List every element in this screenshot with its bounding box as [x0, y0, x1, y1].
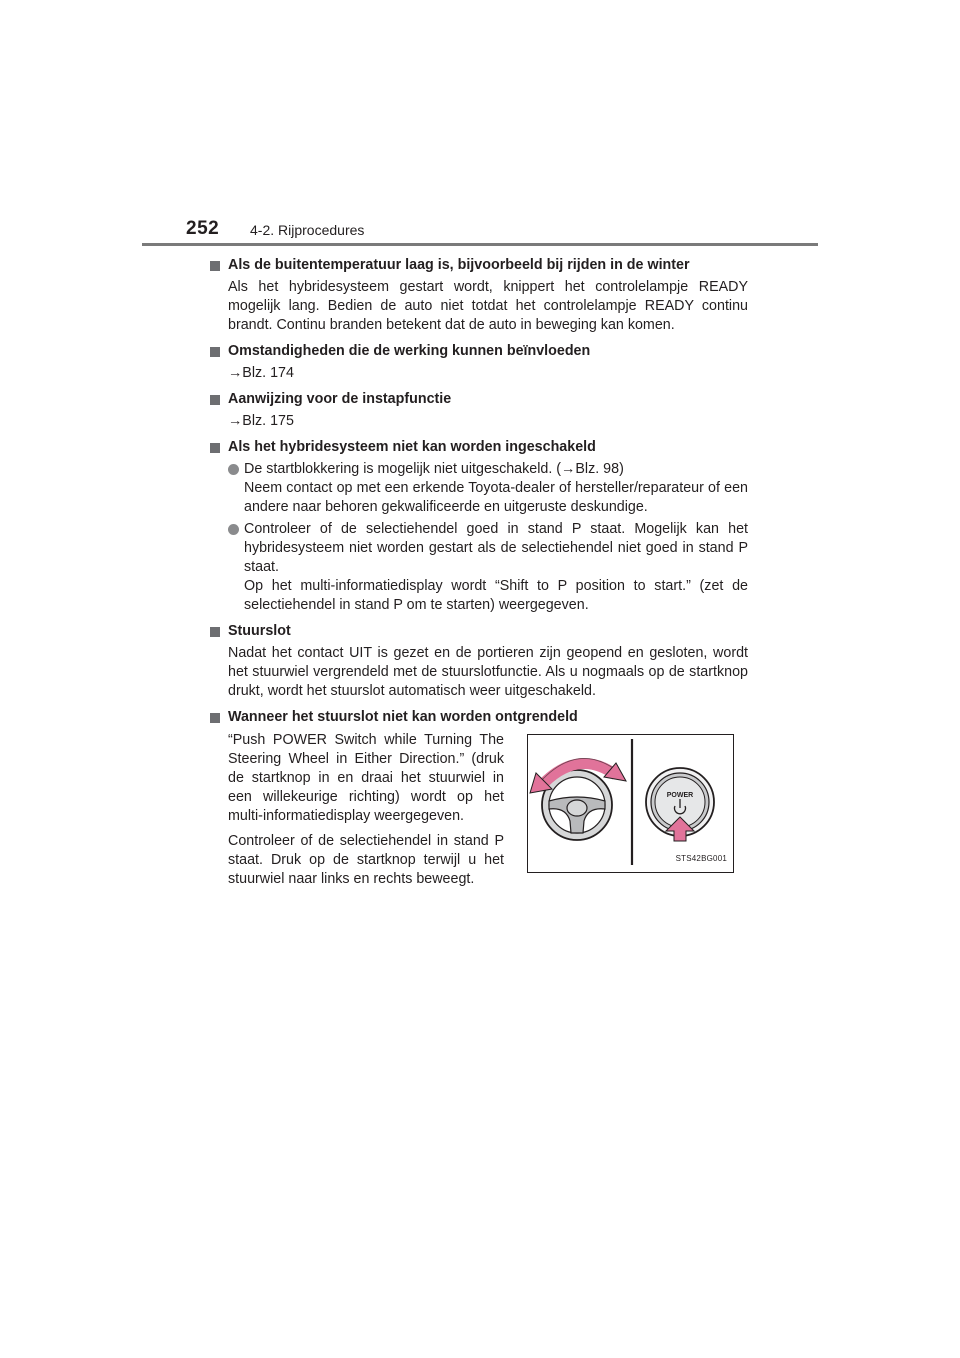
section-low-temperature: [210, 256, 748, 335]
section-circumstances: [210, 342, 748, 383]
section-hybrid-not-starting: [210, 438, 748, 615]
page-number: 252: [186, 218, 220, 239]
section-entry-function: [210, 390, 748, 431]
round-bullet-icon: [228, 524, 239, 535]
paragraph: Controleer of de selectiehendel in stand P staat. Druk op de startknop terwijl u het stuurwiel naar links en rechts beweegt.: [228, 833, 504, 887]
section-heading: Aanwijzing voor de instapfunctie: [210, 390, 748, 409]
figure-code: STS42BG001: [675, 854, 727, 863]
square-bullet-icon: [210, 443, 220, 453]
section-title: 4-2. Rijprocedures: [250, 222, 365, 238]
square-bullet-icon: [210, 627, 220, 637]
section-heading: Stuurslot: [210, 622, 748, 641]
section-heading: Als het hybridesysteem niet kan worden ingeschakeld: [210, 438, 748, 457]
paragraph: Nadat het contact UIT is gezet en de portieren zijn geopend en gesloten, wordt het stuurwiel vergrendeld met de stuurslotfunctie. Als u nogmaals op de startknop drukt, wordt het stuurslot automatisch weer uitgeschakeld.: [228, 645, 748, 699]
main-content: [210, 250, 748, 887]
illustration-power-steering: [527, 734, 734, 873]
list-item: De startblokkering is mogelijk niet uitgeschakeld. (→Blz. 98) Neem contact op met een erkende Toyota-dealer of hersteller/reparateur of een andere naar behoren gekwalificeerde en uitgeruste deskundige.: [228, 460, 748, 517]
page-reference[interactable]: →Blz. 175: [228, 413, 294, 429]
section-heading: Wanneer het stuurslot niet kan worden ontgrendeld: [210, 708, 748, 727]
page-reference[interactable]: →Blz. 174: [228, 365, 294, 381]
list-item: Controleer of de selectiehendel goed in stand P staat. Mogelijk kan het hybridesysteem niet worden gestart als de selectiehendel niet goed in stand P staat. Op het multi-informatiedisplay wordt “Shift to P position to start.” (zet de selectiehendel in stand P om te starten) weergegeven.: [228, 520, 748, 615]
section-steering-lock: [210, 622, 748, 701]
square-bullet-icon: [210, 713, 220, 723]
power-button-label: POWER: [666, 792, 694, 799]
section-heading: Omstandigheden die de werking kunnen beïnvloeden: [210, 342, 748, 361]
paragraph: “Push POWER Switch while Turning The Steering Wheel in Either Direction.” (druk de startknop in en draai het stuurwiel in een willekeurige richting) wordt op het multi-informatiedisplay weergegeven.: [228, 732, 504, 824]
square-bullet-icon: [210, 261, 220, 271]
section-heading: Als de buitentemperatuur laag is, bijvoorbeeld bij rijden in de winter: [210, 256, 748, 275]
header-rule: [142, 243, 818, 246]
square-bullet-icon: [210, 347, 220, 357]
section-lock-not-released: [210, 708, 748, 887]
round-bullet-icon: [228, 464, 239, 475]
paragraph: Als het hybridesysteem gestart wordt, knippert het controlelampje READY mogelijk lang. Bedien de auto niet totdat het controlelampje READY continu brandt. Continu branden betekent dat de auto in beweging kan komen.: [228, 279, 748, 333]
square-bullet-icon: [210, 395, 220, 405]
